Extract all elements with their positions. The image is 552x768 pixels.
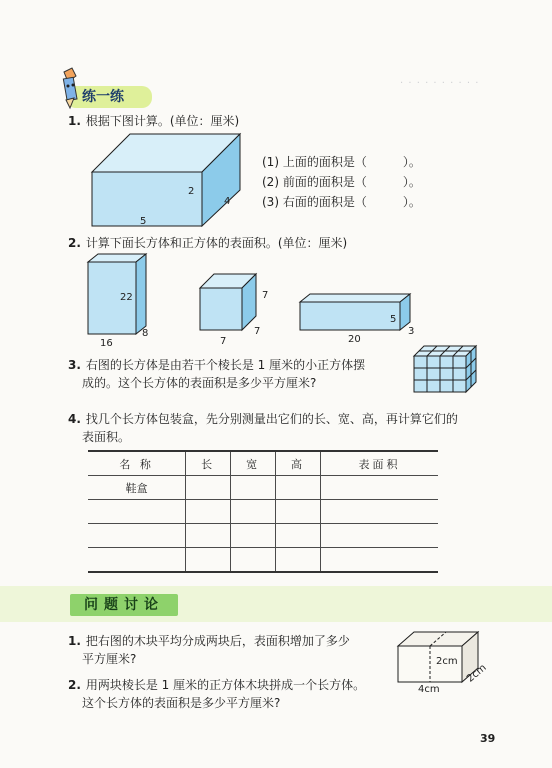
table-cell: 鞋盒 <box>88 476 186 500</box>
discussion-title: 问题讨论 <box>70 594 178 616</box>
discussion-q2: 2. 用两块棱长是 1 厘米的正方体木块拼成一个长方体。 这个长方体的表面积是多少平方厘米? <box>68 678 366 710</box>
table-cell[interactable] <box>231 524 276 548</box>
dim-height: 2 <box>188 186 195 197</box>
discussion-q2-line1: 用两块棱长是 1 厘米的正方体木块拼成一个长方体。 <box>85 678 366 692</box>
table-row <box>88 476 438 500</box>
table-cell[interactable] <box>320 548 438 573</box>
cube-figure <box>196 270 269 334</box>
cuboid-front-face <box>92 172 202 226</box>
table-cell[interactable] <box>186 500 231 524</box>
col-length: 长 <box>186 451 231 476</box>
unit-cube-grid-figure <box>410 342 482 396</box>
dim-length: 5 <box>140 216 147 227</box>
block-dim-height: 2cm <box>436 656 458 667</box>
cuboid-figure-1 <box>88 130 248 230</box>
question-4-line1: 找几个长方体包装盒，先分别测量出它们的长、宽、高，再计算它们的 <box>85 412 458 426</box>
table-header-row <box>88 451 438 476</box>
table-cell[interactable] <box>231 476 276 500</box>
table-cell[interactable] <box>276 524 321 548</box>
q1-sub-1: (1) 上面的面积是（ ）。 <box>262 155 421 169</box>
shape1-dim-b: 8 <box>142 328 149 339</box>
table-cell[interactable] <box>231 548 276 573</box>
col-width: 宽 <box>231 451 276 476</box>
shape2-dim-b: 7 <box>254 326 261 337</box>
cuboid-figure-3 <box>296 290 418 332</box>
block-dim-length: 4cm <box>418 684 440 695</box>
question-1: 1. 根据下图计算。(单位：厘米) <box>68 114 240 128</box>
page-number: 39 <box>480 732 496 745</box>
shape1-dim-c: 22 <box>120 292 133 303</box>
question-3-line1: 右图的长方体是由若干个棱长是 1 厘米的小正方体摆 <box>85 358 366 372</box>
table-cell[interactable] <box>88 500 186 524</box>
exercise-title: 练一练 <box>82 89 124 105</box>
table-cell[interactable] <box>320 524 438 548</box>
col-name: 名 称 <box>88 451 186 476</box>
dim-width: 4 <box>224 196 231 207</box>
shape3-dim-b: 3 <box>408 326 415 337</box>
table-cell[interactable] <box>276 548 321 573</box>
question-2-text: 计算下面长方体和正方体的表面积。(单位：厘米) <box>85 236 348 250</box>
col-height: 高 <box>276 451 321 476</box>
question-4-line2: 表面积。 <box>82 430 131 444</box>
table-cell[interactable] <box>186 548 231 573</box>
measurement-table <box>88 450 438 573</box>
shape3-dim-a: 20 <box>348 334 361 345</box>
table-cell[interactable] <box>276 476 321 500</box>
table-cell[interactable] <box>186 524 231 548</box>
q1-sub-2: (2) 前面的面积是（ ）。 <box>262 175 421 189</box>
table-cell[interactable] <box>320 476 438 500</box>
table-row <box>88 500 438 524</box>
question-2: 2. 计算下面长方体和正方体的表面积。(单位：厘米) <box>68 236 348 250</box>
question-3-line2: 成的。这个长方体的表面积是多少平方厘米? <box>82 376 317 390</box>
discussion-q1-line1: 把右图的木块平均分成两块后，表面积增加了多少 <box>85 634 350 648</box>
table-cell[interactable] <box>88 524 186 548</box>
question-3: 3. 右图的长方体是由若干个棱长是 1 厘米的小正方体摆 成的。这个长方体的表面积是多少平方厘米? <box>68 358 366 390</box>
bleed-text: · · · · · · · · · · <box>400 78 480 89</box>
block-dim-width: 2cm <box>464 662 489 685</box>
cuboid-figure-2 <box>84 250 154 338</box>
table-cell[interactable] <box>276 500 321 524</box>
table-cell[interactable] <box>231 500 276 524</box>
table-cell[interactable] <box>88 548 186 573</box>
table-row <box>88 548 438 573</box>
discussion-q1: 1. 把右图的木块平均分成两块后，表面积增加了多少 平方厘米? <box>68 634 350 666</box>
shape1-dim-a: 16 <box>100 338 113 349</box>
table-row <box>88 524 438 548</box>
shape3-dim-c: 5 <box>390 314 397 325</box>
table-cell[interactable] <box>320 500 438 524</box>
shape2-dim-a: 7 <box>220 336 227 347</box>
q1-sub-3: (3) 右面的面积是（ ）。 <box>262 195 421 209</box>
discussion-q1-line2: 平方厘米? <box>82 652 137 666</box>
pencil-mascot-icon <box>56 66 82 110</box>
question-4: 4. 找几个长方体包装盒，先分别测量出它们的长、宽、高，再计算它们的 表面积。 <box>68 412 458 444</box>
col-surface-area: 表面积 <box>320 451 438 476</box>
table-cell[interactable] <box>186 476 231 500</box>
shape2-dim-c: 7 <box>262 290 269 301</box>
question-1-text: 根据下图计算。(单位：厘米) <box>85 114 240 128</box>
discussion-q2-line2: 这个长方体的表面积是多少平方厘米? <box>82 696 281 710</box>
